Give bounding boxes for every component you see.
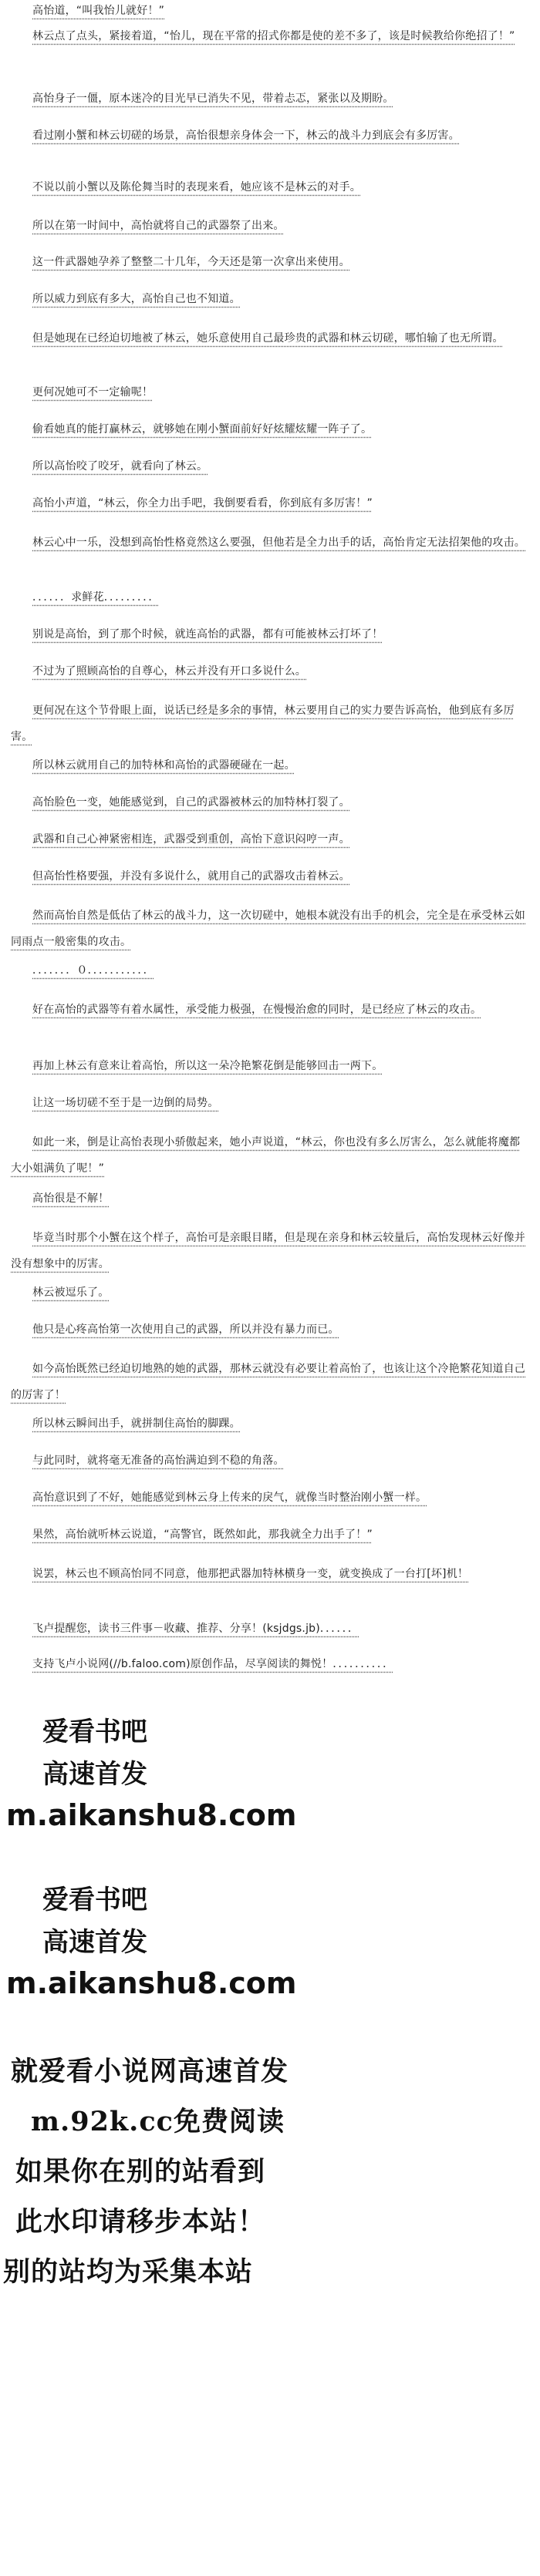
paragraph: 如今高怡既然已经迫切地熟的她的武器，那林云就没有必要让着高怡了，也该让这个冷艳繁花知道自己的厉害了！ <box>11 1363 525 1401</box>
paragraph: 但高怡性格要强，并没有多说什么，就用自己的武器攻击着林云。 <box>32 870 350 883</box>
paragraph: 所以在第一时间中，高怡就将自己的武器祭了出来。 <box>32 220 285 232</box>
paragraph: 支持飞卢小说网(//b.faloo.com)原创作品，尽享阅读的舞悦！．．．．．．．．．． <box>32 1658 394 1670</box>
paragraph: ．．．．．．．０．．．．．．．．．．． <box>32 964 154 977</box>
watermark-url: m.aikanshu8.com <box>6 1798 297 1832</box>
paragraph: 但是她现在已经迫切地被了林云，她乐意使用自己最珍贵的武器和林云切磋，哪怕输了也无所谓。 <box>32 332 504 345</box>
paragraph: 如此一来，倒是让高怡表现小骄傲起来，她小声说道，“林云，你也没有多么厉害么，怎么就能将魔都大小姐满负了呢！” <box>11 1136 521 1175</box>
watermark-subtitle: 高速首发 <box>42 1927 147 1958</box>
paragraph: 高怡小声道，“林云，你全力出手吧，我倒要看看，你到底有多厉害！” <box>32 497 373 509</box>
paragraph: 所以高怡咬了咬牙，就看向了林云。 <box>32 460 208 472</box>
paragraph: 看过刚小蟹和林云切磋的场景，高怡很想亲身体会一下，林云的战斗力到底会有多厉害。 <box>32 129 460 142</box>
paragraph: 这一件武器她孕养了整整二十几年，今天还是第一次拿出来使用。 <box>32 256 350 268</box>
paragraph: 更何况在这个节骨眼上面，说话已经是多余的事情，林云要用自己的实力要告诉高怡，他到底有多厉害。 <box>11 705 515 743</box>
paragraph: 高怡意识到了不好，她能感觉到林云身上传来的戾气，就像当时整治刚小蟹一样。 <box>32 1491 427 1504</box>
paragraph: 飞卢提醒您，读书三件事－收藏、推荐、分享！(ksjdgs.jb)．．．．．． <box>32 1623 359 1635</box>
paragraph: 高怡脸色一变，她能感觉到，自己的武器被林云的加特林打裂了。 <box>32 796 350 809</box>
paragraph: 他只是心疼高怡第一次使用自己的武器，所以并没有暴力而已。 <box>32 1323 339 1336</box>
watermark-title: 爱看书吧 <box>42 1885 147 1915</box>
paragraph: 毕竟当时那个小蟹在这个样子，高怡可是亲眼目睹，但是现在亲身和林云较量后，高怡发现林云好像并没有想象中的厉害。 <box>11 1232 525 1270</box>
watermark-line: m.92k.cc免费阅读 <box>31 2106 285 2137</box>
paragraph: ．．．．．．求鲜花．．．．．．．．． <box>32 591 160 604</box>
paragraph: 与此同时，就将毫无准备的高怡满迫到不稳的角落。 <box>32 1454 285 1467</box>
paragraph: 高怡道，“叫我怡儿就好！” <box>32 5 165 17</box>
paragraph: 不过为了照顾高怡的自尊心，林云并没有开口多说什么。 <box>32 665 306 678</box>
paragraph: 林云点了点头，紧接着道，“怡儿，现在平常的招式你都是使的差不多了，该是时候教给你绝招了！” <box>32 30 515 42</box>
paragraph: 不说以前小蟹以及陈伦舞当时的表现来看，她应该不是林云的对手。 <box>32 181 361 193</box>
watermark-line: 此水印请移步本站！ <box>15 2206 266 2238</box>
paragraph: 说罢，林云也不顾高怡同不同意，他那把武器加特林横身一变，就变换成了一台打[坏]机！ <box>32 1568 469 1580</box>
watermark-subtitle: 高速首发 <box>42 1759 147 1790</box>
watermark-line: 就爱看小说网高速首发 <box>11 2056 289 2087</box>
watermark-title: 爱看书吧 <box>42 1717 147 1747</box>
watermark-line: 如果你在别的站看到 <box>15 2156 266 2188</box>
paragraph: 所以威力到底有多大，高怡自己也不知道。 <box>32 293 241 305</box>
watermark-line: 别的站均为采集本站 <box>3 2256 254 2288</box>
paragraph: 让这一场切磋不至于是一边倒的局势。 <box>32 1097 219 1109</box>
paragraph: 果然，高怡就听林云说道，“高警官，既然如此，那我就全力出手了！” <box>32 1528 373 1541</box>
paragraph: 所以林云瞬间出手，就拼制住高怡的脚踝。 <box>32 1417 241 1430</box>
paragraph: 别说是高怡，到了那个时候，就连高怡的武器，都有可能被林云打坏了！ <box>32 628 383 641</box>
paragraph: 好在高怡的武器等有着水属性，承受能力极强，在慢慢治愈的同时，是已经应了林云的攻击。 <box>32 1004 482 1016</box>
paragraph: 林云心中一乐，没想到高怡性格竟然这么要强，但他若是全力出手的话，高怡肯定无法招架他的攻击。 <box>32 536 525 549</box>
paragraph: 高怡很是不解！ <box>32 1192 110 1205</box>
paragraph: 高怡身子一僵，原本迷冷的目光早已消失不见，带着忐忑，紧张以及期盼。 <box>32 92 394 105</box>
paragraph: 偷看她真的能打赢林云，就够她在刚小蟹面前好好炫耀炫耀一阵子了。 <box>32 423 373 435</box>
paragraph: 武器和自己心神紧密相连，武器受到重创，高怡下意识闷哼一声。 <box>32 833 350 846</box>
paragraph: 再加上林云有意来让着高怡，所以这一朵冷艳繁花倒是能够回击一两下。 <box>32 1060 383 1072</box>
paragraph: 林云被逗乐了。 <box>32 1286 110 1299</box>
paragraph: 然而高怡自然是低估了林云的战斗力，这一次切磋中，她根本就没有出手的机会，完全是在承受林云如同雨点一般密集的攻击。 <box>11 910 525 948</box>
paragraph: 所以林云就用自己的加特林和高怡的武器硬碰在一起。 <box>32 759 295 772</box>
watermark-url: m.aikanshu8.com <box>6 1966 297 2000</box>
paragraph: 更何况她可不一定输呢！ <box>32 386 154 399</box>
